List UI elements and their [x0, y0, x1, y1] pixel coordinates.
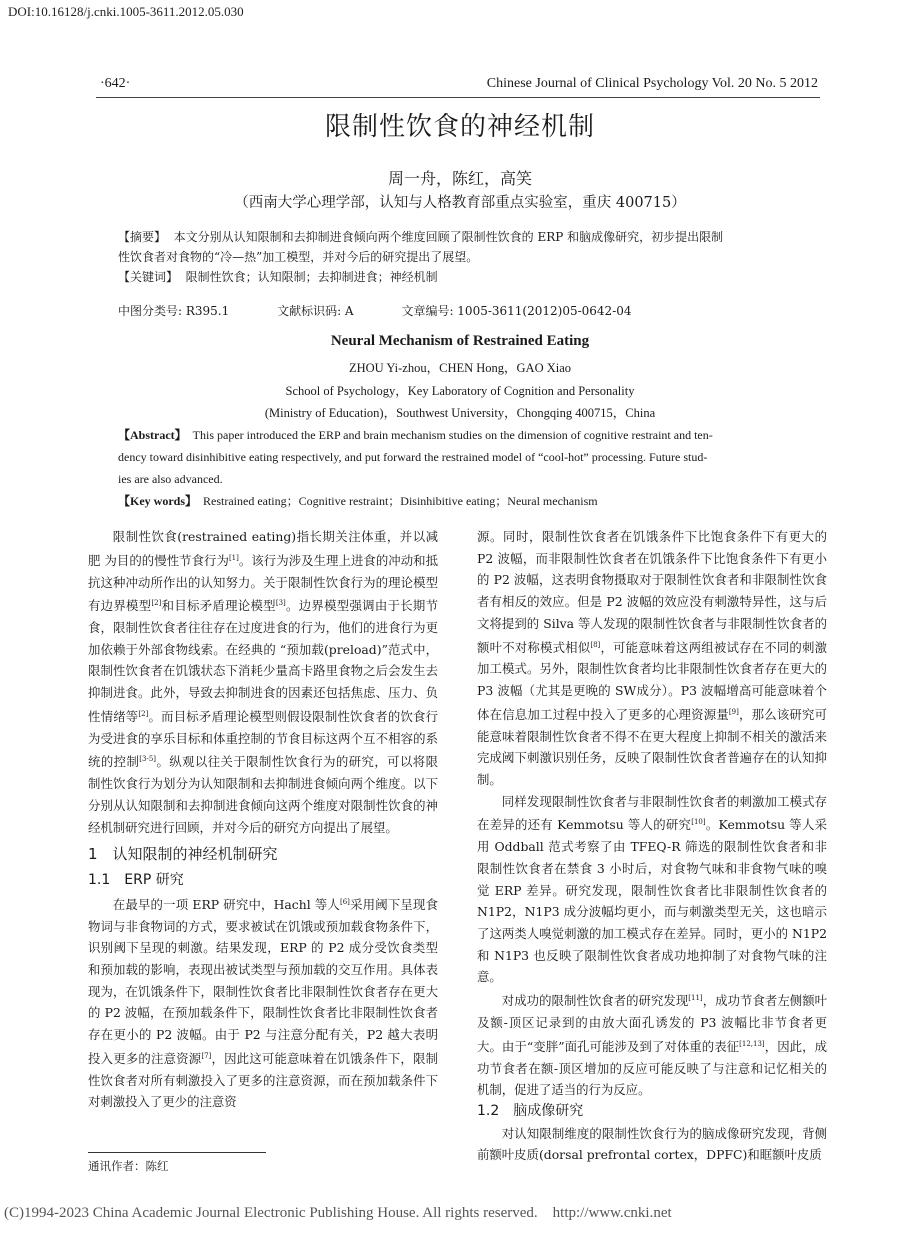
- text-line: 成分）。P3 波幅增高可能意味着个体在信息加工过程中投入: [477, 683, 827, 722]
- text-line: 食者存在更大的 P2 波幅，在预加载条件下，限制性饮食者比: [88, 983, 439, 1021]
- citation: [9]: [728, 707, 739, 716]
- section-heading-1: 1 认知限制的神经机制研究: [88, 845, 278, 864]
- keywords-cn: 限制性饮食；认知限制；去抑制进食；神经机制: [185, 270, 438, 284]
- text-line: 同样发现限制性饮食者与非限制性饮食者的刺激加工: [501, 793, 790, 809]
- abstract-cn: [118, 227, 802, 287]
- text-line: 食者更大。由于“变胖”面孔可能涉及到了对体重的表征: [477, 1014, 827, 1054]
- text-line: 论模型有边界模型: [88, 574, 439, 614]
- text-line: 源。同时，限制性饮食者在饥饿条件下比饱食条件下有更大: [477, 529, 815, 544]
- page-number: ·642·: [100, 76, 131, 91]
- section-heading-1-1: 1.1 ERP 研究: [88, 872, 184, 889]
- text-line: 者不得不在更大程度上抑制不相关的激活来完成阈下刺激: [477, 728, 828, 766]
- text-line: 模式存在差异的还有 Kemmotsu 等人的研究: [477, 793, 828, 833]
- english-abstract-line2: dency toward disinhibitive eating respectively, and put forward the restrained model of “cool-hot” processing. Future stud-: [118, 450, 708, 464]
- keywords-cn-label: 【关键词】: [118, 270, 179, 284]
- text-line: 特异性，这与后文将提到的 Silva 等人发现的限制性饮食者: [477, 594, 828, 631]
- citation: [11]: [688, 994, 703, 1003]
- paragraph: [477, 988, 827, 1101]
- text-line: 型则假设限制性饮食者的饮食行为受进食的享乐目标和体: [88, 709, 439, 746]
- english-abstract-line1: This paper introduced the ERP and brain mechanism studies on the dimension of cognitive restraint and ten-: [192, 428, 713, 442]
- clc-number: 中图分类号: R395.1: [118, 304, 230, 318]
- citation: [3-5]: [139, 755, 157, 764]
- text-line: 研究进行回顾，并对今后的研究方向提出了展望。: [125, 819, 398, 835]
- text-line: 饥饿条件下，限制性饮食者对所有刺激投入了更多的注意: [88, 1050, 439, 1088]
- english-keywords: Restrained eating；Cognitive restraint；Disinhibitive eating；Neural mechanism: [203, 494, 598, 508]
- abstract-cn-line2: 性饮食者对食物的“冷—热”加工模型，并对今后的研究提出了展望。: [118, 250, 479, 264]
- section-heading-1-2: 1.2 脑成像研究: [477, 1102, 584, 1119]
- text-line: 有更小的 P2 波幅，这表明食物摄取对于限制性饮食者和非: [477, 550, 827, 588]
- text-line: 。该行为涉及生理上进食的冲动和: [238, 552, 426, 568]
- english-authors: ZHOU Yi-zhou，CHEN Hong，GAO Xiao: [348, 361, 572, 375]
- text-line: 味的嗅觉 ERP 差异。研究发现，限制性饮食者比非限制性饮: [477, 860, 828, 898]
- copyright-notice: (C)1994-2023 China Academic Journal Electronic Publishing House. All rights reserved. http://www.cnki.net: [4, 1205, 672, 1221]
- text-line: 非限制性饮食者存在更小的 P2 波幅。由于 P2 与注意分配有: [88, 1005, 439, 1043]
- article-number: 文章编号: 1005-3611(2012)05-0642-04: [401, 304, 632, 318]
- text-line: 的因素还包括焦虑、压力、负性情绪等: [88, 685, 439, 724]
- text-line: 为认知限制和去抑制进食倾向两个维度。以下分别从认知限: [88, 776, 439, 813]
- text-line: 的进食行为更加依赖于外部食物线索。在经典的 “预加载: [88, 620, 439, 657]
- text-line: ，那么该研究可能意味着限制性饮食: [477, 706, 828, 744]
- text-line: 于长期节食，限制性饮食者往往存在过度进食的行为，他们: [88, 598, 439, 636]
- citation: [7]: [201, 1051, 212, 1060]
- text-line: 。纵观以: [156, 754, 208, 770]
- english-abstract-line3: ies are also advanced.: [118, 472, 223, 486]
- english-keywords-label: 【Key words】: [118, 494, 197, 508]
- paper-title: 限制性饮食的神经机制: [324, 112, 595, 142]
- english-affil-1: School of Psychology，Key Laboratory of Cognition and Personality: [285, 384, 635, 398]
- text-line: 往关于限制性饮食行为的研究，可以将限制性饮食行为划分: [88, 754, 439, 792]
- text-line: 小的 N1P2 和 N1P3 也反映了限制性饮食者成功地抑制了对: [477, 926, 828, 963]
- paragraph: [477, 526, 827, 791]
- english-abstract: [118, 424, 808, 512]
- footnote-rule: [88, 1152, 266, 1153]
- header-rule: [96, 97, 820, 98]
- footnote: 通讯作者：陈红: [88, 1159, 169, 1173]
- text-line: 。Kemmotsu 等: [705, 817, 802, 833]
- text-line: 食物气味的注意。: [477, 947, 828, 985]
- text-line: 资源，而在预加载条件下对刺激投入了更少的注意资: [88, 1072, 439, 1110]
- text-line: 的 P2 波幅，而非限制性饮食者在饥饿条件下比饱食条件下: [477, 529, 827, 566]
- citation: [6]: [339, 897, 350, 906]
- citation: [2]: [138, 709, 149, 718]
- citation: [3]: [275, 599, 286, 608]
- text-line: 采用阈下呈现: [349, 896, 426, 912]
- abstract-cn-label: 【摘要】: [118, 230, 167, 244]
- affiliation: （西南大学心理学部，认知与人格教育部重点实验室，重庆 400715）: [234, 195, 686, 211]
- text-line: 对认知限制维度的限制性饮食行为的脑成像研究发现，: [501, 1125, 803, 1141]
- abstract-cn-line1: 本文分别从认知限制和去抑制进食倾向两个维度回顾了限制性饮食的 ERP 和脑成像研究，初步提出限制: [173, 230, 724, 244]
- text-line: 。而目标矛盾理论模: [148, 709, 262, 724]
- paragraph: [88, 526, 438, 838]
- text-line: 在最早的一项 ERP 研究中，Hachl 等人: [112, 896, 340, 912]
- paragraph: [477, 1123, 827, 1166]
- right-column: [477, 526, 827, 1166]
- text-line: 卡路里食物之后会发生去抑制进食。此外，导致去抑制进食: [88, 663, 439, 701]
- paragraph: [88, 892, 438, 1113]
- text-line: 了更多的心理资源量: [615, 706, 729, 722]
- english-abstract-label: 【Abstract】: [118, 428, 187, 442]
- text-line: ，因此这可能意味着在: [211, 1050, 338, 1066]
- text-line: 食类型和预加载的影响，表现出被试类型与预加载的交互作: [88, 940, 439, 977]
- citation: [1]: [228, 553, 239, 562]
- text-line: 抵抗这种冲动所作出的认知努力。关于限制性饮食行为的理: [88, 552, 439, 590]
- doc-code: 文献标识码: A: [277, 304, 354, 318]
- text-line: 限制性饮食者有相反的效应。但是 P2 波幅的效应没有刺激: [477, 572, 827, 610]
- text-line: ，成功节食者左侧: [702, 993, 803, 1009]
- text-line: 对成功的限制性饮食者的研究发现: [501, 993, 689, 1009]
- citation: [8]: [590, 640, 601, 649]
- citation: [12,13]: [739, 1039, 765, 1048]
- english-title: Neural Mechanism of Restrained Eating: [330, 333, 590, 349]
- text-line: 关，P2 越大表明投入更多的注意资源: [88, 1027, 438, 1066]
- text-line: 也暗示了这两类人嗅觉刺激的加工模式存在差异。同时，更: [477, 904, 827, 942]
- text-line: 食物词与非食物词的方式，要求被试在饥饿或预加载食物条: [88, 896, 438, 934]
- text-line: 人采用 Oddball 范式考察了由 TFEQ-R 筛选的限制性饮食者: [477, 817, 827, 855]
- english-affil-2: (Ministry of Education)，Southwest University，Chongqing 400715，China: [264, 406, 656, 420]
- text-line: ，可能意味着这: [600, 639, 689, 655]
- text-line: 件下，识别阈下呈现的刺激。结果发现，ERP 的 P2 成分受饮: [88, 918, 439, 956]
- text-line: 和非限制性饮食者在禁食 3 小时后，对食物气味和非食物气: [477, 839, 828, 876]
- text-line: 为目的的慢性节食行为: [104, 552, 229, 568]
- citation: [10]: [691, 818, 706, 827]
- author-list: 周一舟，陈红，高笑: [387, 169, 532, 188]
- text-line: 背侧前额叶皮质(dorsal prefrontal cortex，DPFC)和眶额叶皮质: [477, 1125, 828, 1163]
- text-line: 因此，成功节食者在额-顶区增加的反应可能反映了与注意: [477, 1038, 828, 1076]
- text-line: 和目标矛盾理论模型: [161, 598, 276, 614]
- text-line: (preload)”范式中，限制性饮食者在饥饿状态下消耗少量高: [88, 641, 438, 679]
- text-line: 制和去抑制进食倾向这两个维度对限制性饮食的神经机制: [88, 797, 439, 835]
- text-line: 两组被试存在不同的刺激加工模式。另外，限制性饮食者均: [477, 639, 828, 677]
- text-line: 与非限制性饮食者的额叶不对称模式相似: [477, 615, 827, 655]
- text-line: 比非限制性饮食者存在更大的 P3 波幅（尤其是更晚的 SW: [477, 661, 828, 699]
- classification-meta: [118, 302, 676, 319]
- text-line: 和记忆相关的机制，促进了适当的行为反应。: [477, 1060, 828, 1098]
- citation: [2]: [151, 599, 162, 608]
- text-line: 限制性饮食(restrained eating)指长期关注体重，并以减肥: [88, 529, 438, 568]
- text-line: ，: [764, 1038, 778, 1054]
- text-line: 用。具体表现为，在饥饿条件下，限制性饮食者比非限制性饮: [88, 961, 439, 999]
- left-column: [88, 526, 438, 1113]
- text-line: 。边界模型强调由: [285, 598, 388, 614]
- paragraph: [477, 791, 827, 988]
- text-line: 识别任务，反映了限制性饮食者普遍存在的认知抑制。: [477, 750, 828, 787]
- text-line: 重控制的节食目标这两个互不相容的系统的控制: [88, 730, 439, 770]
- text-line: 额叶及额-顶区记录到的由放大面孔诱发的 P3 波幅比非节: [477, 993, 828, 1030]
- text-line: 食者的 N1P2，N1P3 成分波幅均更小，而与刺激类型无关，这: [477, 882, 828, 920]
- journal-header: Chinese Journal of Clinical Psychology Vol. 20 No. 5 2012: [486, 76, 818, 91]
- doi-text: DOI:10.16128/j.cnki.1005-3611.2012.05.030: [8, 4, 244, 19]
